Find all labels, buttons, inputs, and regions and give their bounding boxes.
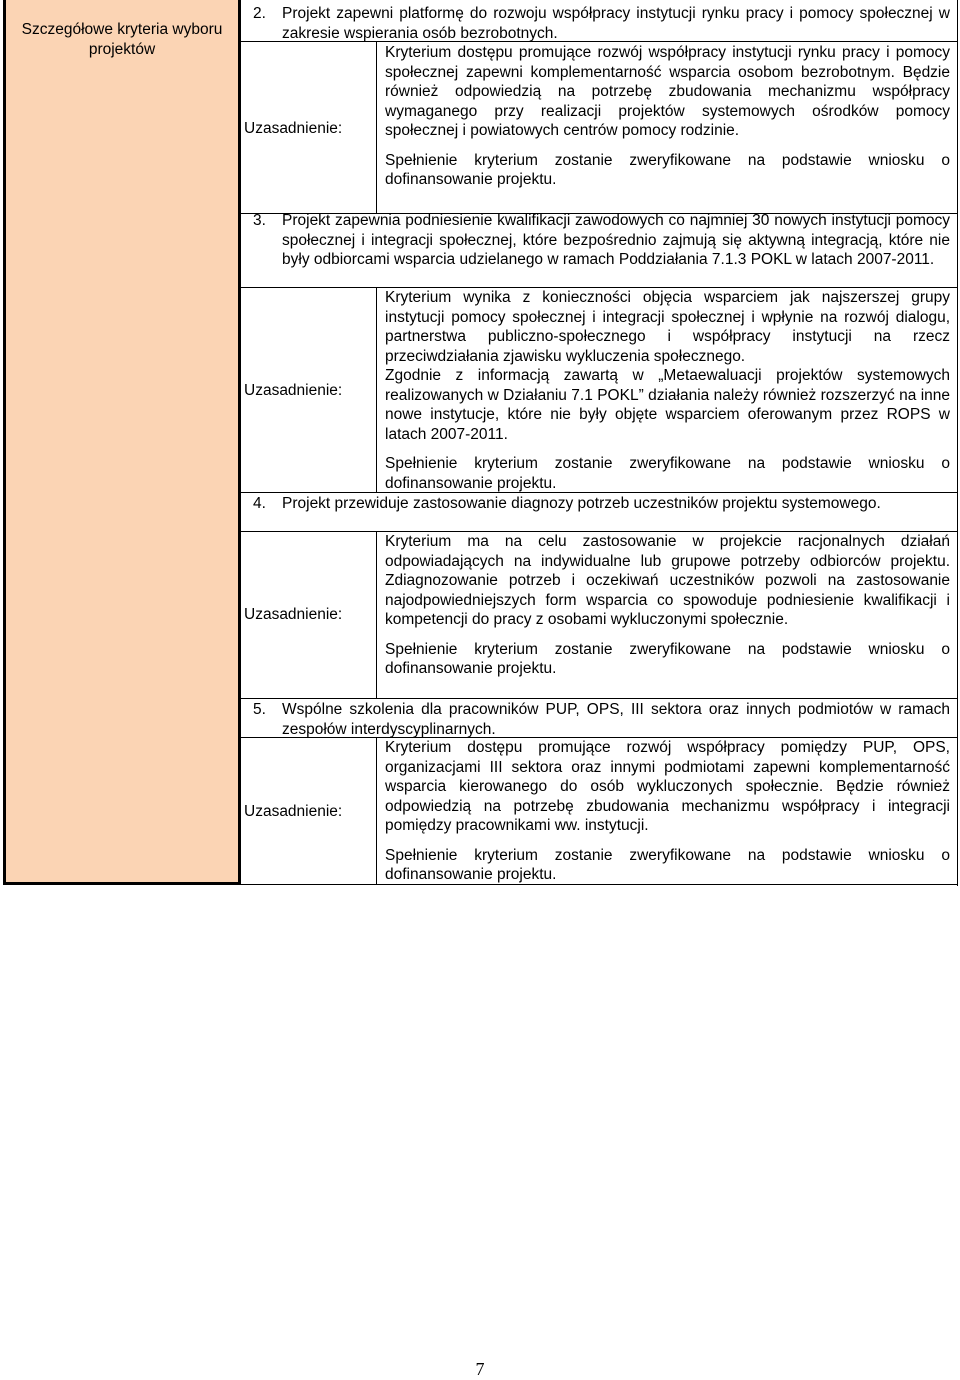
justification-label: Uzasadnienie: xyxy=(244,120,343,137)
justification-paragraph: Kryterium ma na celu zastosowanie w projekcie racjonalnych działań odpowiadających na indywidualne lub grupowe potrzeby odbiorców projektu. Zdiagnozowanie potrzeb i oczekiwań uczestników pozwoli na zastosowanie najodpowiedniejszych form wsparcia co spowoduje podniesienie kwalifikacji i kompetencji do pracy z osobami wykluczonymi społecznie. xyxy=(385,533,950,628)
criterion-2-title xyxy=(253,4,950,43)
justification-paragraph: Kryterium wynika z konieczności objęcia wsparciem jak najszerszej grupy instytucji pomocy społecznej i integracji społecznej i wpłynie na rozwój dialogu, partnerstwa publiczno-społecznego i współpracy instytucji na rzecz przeciwdziałania zjawisku wykluczenia społecznego. xyxy=(385,289,950,365)
criterion-title-text: Wspólne szkolenia dla pracowników PUP, OPS, III sektora oraz innych podmiotów w ramach zespołów interdyscyplinarnych. xyxy=(282,701,950,738)
justification-label: Uzasadnienie: xyxy=(244,606,343,623)
criteria-category-cell xyxy=(3,0,241,885)
verification-paragraph: Spełnienie kryterium zostanie zweryfikowane na podstawie wniosku o dofinansowanie projektu. xyxy=(385,846,950,883)
justification-label: Uzasadnienie: xyxy=(244,382,343,399)
justification-paragraph: Kryterium dostępu promujące rozwój współpracy pomiędzy PUP, OPS, organizacjami III sektora oraz innymi podmiotami zapewni komplementarność wsparcia kierowanego do osób wykluczonych społecznie. Będzie również odpowiedzią na potrzebę zbudowania mechanizmu współpracy i integracji pomiędzy pracownikami ww. instytucji. xyxy=(385,739,950,834)
criterion-3-justification xyxy=(385,288,950,493)
criterion-2-justification xyxy=(385,43,950,190)
criterion-number: 4. xyxy=(253,495,266,512)
criterion-number: 5. xyxy=(253,701,266,718)
criterion-title-text: Projekt zapewnia podniesienie kwalifikacji zawodowych co najmniej 30 nowych instytucji pomocy społecznej i integracji społecznej, które bezpośrednio zajmują się aktywną integracją, które nie były odbiorcami wsparcia udzielanego w ramach Poddziałania 7.1.3 POKL w latach 2007-2011. xyxy=(282,212,950,268)
criterion-number: 3. xyxy=(253,212,266,229)
criterion-4-justification xyxy=(385,532,950,679)
criterion-3-title xyxy=(253,211,950,270)
criterion-5-justification xyxy=(385,738,950,885)
page-number: 7 xyxy=(475,1359,485,1379)
justification-paragraph: Kryterium dostępu promujące rozwój współpracy instytucji rynku pracy i pomocy społecznej zapewni komplementarność wsparcia osobom bezrobotnym. Będzie również odpowiedzią na potrzebę zbudowania mechanizmu współpracy wymaganego przy realizacji projektów systemowych ośrodków pomocy społecznej i powiatowych centrów pomocy rodzinie. xyxy=(385,44,950,139)
criterion-number: 2. xyxy=(253,5,266,22)
criterion-title-text: Projekt przewiduje zastosowanie diagnozy potrzeb uczestników projektu systemowego. xyxy=(282,495,881,512)
verification-paragraph: Spełnienie kryterium zostanie zweryfikowane na podstawie wniosku o dofinansowanie projektu. xyxy=(385,455,950,492)
verification-paragraph: Spełnienie kryterium zostanie zweryfikowane na podstawie wniosku o dofinansowanie projektu. xyxy=(385,640,950,677)
justification-label: Uzasadnienie: xyxy=(244,803,343,820)
criterion-5-title xyxy=(253,700,950,739)
verification-paragraph: Spełnienie kryterium zostanie zweryfikowane na podstawie wniosku o dofinansowanie projektu. xyxy=(385,151,950,188)
justification-paragraph: Zgodnie z informacją zawartą w „Metaewaluacji projektów systemowych realizowanych w Działaniu 7.1 POKL” działania należy również rozszerzyć na inne nowe instytucje, które nie były objęte wsparciem oferowanym przez ROPS w latach 2007-2011. xyxy=(385,367,950,443)
criteria-category-label: Szczegółowe kryteria wyboru projektów xyxy=(21,21,223,58)
criteria-table xyxy=(3,0,958,887)
criterion-4-title xyxy=(253,494,950,514)
criteria-list xyxy=(238,0,958,887)
criterion-title-text: Projekt zapewni platformę do rozwoju współpracy instytucji rynku pracy i pomocy społecznej w zakresie wspierania osób bezrobotnych. xyxy=(282,5,950,42)
